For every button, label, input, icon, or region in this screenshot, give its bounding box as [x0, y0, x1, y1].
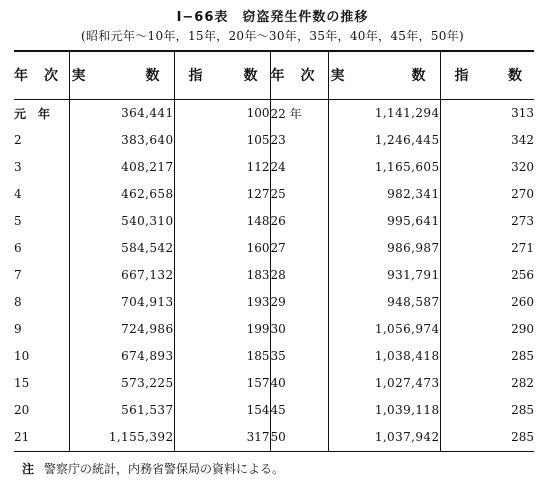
header-count-right: 実 数 — [328, 51, 440, 99]
era-cell-left: 21 — [14, 424, 69, 452]
count-cell-right: 1,038,418 — [328, 343, 440, 370]
table-row — [14, 397, 534, 424]
count-cell-right: 1,165,605 — [328, 154, 440, 181]
count-cell-right: 982,341 — [328, 181, 440, 208]
era-cell-right: 35 — [270, 343, 328, 370]
header-count-left: 実 数 — [69, 51, 174, 99]
index-cell-right: 342 — [511, 133, 534, 147]
era-cell-right: 22 年 — [270, 99, 328, 127]
era-cell-right: 28 — [270, 262, 328, 289]
era-cell-left: 20 — [14, 397, 69, 424]
count-cell-right: 948,587 — [328, 289, 440, 316]
count-cell-right: 1,039,118 — [328, 397, 440, 424]
count-cell-right: 1,246,445 — [328, 127, 440, 154]
table-row — [14, 235, 534, 262]
era-cell-right: 27 — [270, 235, 328, 262]
header-era-left: 年 次 — [14, 51, 69, 99]
count-cell-right: 931,791 — [328, 262, 440, 289]
index-cell-left: 105 — [174, 127, 270, 154]
era-cell-right: 29 — [270, 289, 328, 316]
era-cell-left: 元 年 — [14, 99, 69, 127]
table-row — [14, 370, 534, 397]
table-row — [14, 181, 534, 208]
index-cell-left: 154 — [174, 397, 270, 424]
index-cell-right: 285 — [440, 424, 534, 452]
era-cell-right: 50 — [270, 424, 328, 452]
index-cell-left: 183 — [174, 262, 270, 289]
count-cell-right: 986,987 — [328, 235, 440, 262]
index-cell-left: 193 — [174, 289, 270, 316]
table-row — [14, 289, 534, 316]
era-cell-left: 10 — [14, 343, 69, 370]
table-title: Ⅰ−66表 窃盗発生件数の推移 — [176, 10, 369, 25]
count-cell-left: 724,986 — [69, 316, 174, 343]
era-cell-right: 23 — [270, 127, 328, 154]
header-era-right: 年 次 — [270, 51, 328, 99]
header-index-left: 指 数 — [174, 51, 270, 99]
era-cell-left: 5 — [14, 208, 69, 235]
count-cell-left: 540,310 — [69, 208, 174, 235]
era-cell-right: 30 — [270, 316, 328, 343]
era-cell-right: 25 — [270, 181, 328, 208]
count-cell-right: 1,027,473 — [328, 370, 440, 397]
index-cell-right: 273 — [511, 214, 534, 228]
index-cell-right: 282 — [511, 376, 534, 390]
count-cell-right: 1,037,942 — [328, 424, 440, 452]
count-cell-left: 1,155,392 — [69, 424, 174, 452]
index-cell-left: 157 — [174, 370, 270, 397]
count-cell-left: 674,893 — [69, 343, 174, 370]
era-cell-left: 6 — [14, 235, 69, 262]
table-row — [14, 99, 534, 127]
count-cell-left: 561,537 — [69, 397, 174, 424]
era-cell-left: 9 — [14, 316, 69, 343]
count-cell-left: 667,132 — [69, 262, 174, 289]
era-cell-left: 3 — [14, 154, 69, 181]
index-cell-right: 271 — [511, 241, 534, 255]
theft-statistics-table — [14, 50, 534, 452]
count-cell-left: 408,217 — [69, 154, 174, 181]
table-subtitle: (昭和元年〜10年，15年，20年〜30年，35年，40年，45年，50年) — [81, 29, 464, 43]
era-cell-left: 4 — [14, 181, 69, 208]
header-row — [14, 51, 534, 99]
era-cell-right: 24 — [270, 154, 328, 181]
count-cell-left: 584,542 — [69, 235, 174, 262]
table-row — [14, 424, 534, 452]
table-row — [14, 262, 534, 289]
era-cell-right: 40 — [270, 370, 328, 397]
table-row — [14, 343, 534, 370]
era-cell-left: 7 — [14, 262, 69, 289]
count-cell-left: 704,913 — [69, 289, 174, 316]
index-cell-left: 100 — [174, 99, 270, 127]
index-cell-left: 185 — [174, 343, 270, 370]
index-cell-left: 317 — [174, 424, 270, 452]
count-cell-left: 383,640 — [69, 127, 174, 154]
index-cell-left: 127 — [174, 181, 270, 208]
index-cell-right: 285 — [511, 349, 534, 363]
table-row — [14, 127, 534, 154]
index-cell-right: 290 — [511, 322, 534, 336]
count-cell-right: 1,056,974 — [328, 316, 440, 343]
index-cell-left: 199 — [174, 316, 270, 343]
table-body — [14, 99, 534, 451]
index-cell-right: 260 — [511, 295, 534, 309]
era-cell-left: 15 — [14, 370, 69, 397]
table-row — [14, 208, 534, 235]
era-cell-left: 2 — [14, 127, 69, 154]
index-cell-left: 112 — [174, 154, 270, 181]
table-row — [14, 154, 534, 181]
count-cell-right: 1,141,294 — [328, 99, 440, 127]
era-cell-left: 8 — [14, 289, 69, 316]
index-cell-right: 313 — [511, 106, 534, 120]
header-index-right: 指 数 — [440, 51, 534, 99]
era-cell-right: 45 — [270, 397, 328, 424]
count-cell-left: 462,658 — [69, 181, 174, 208]
note-text: 警察庁の統計，内務省警保局の資料による。 — [44, 462, 285, 476]
table-row — [14, 316, 534, 343]
index-cell-right: 256 — [511, 268, 534, 282]
count-cell-left: 364,441 — [69, 99, 174, 127]
count-cell-left: 573,225 — [69, 370, 174, 397]
index-cell-right: 270 — [511, 187, 534, 201]
index-cell-right: 320 — [511, 160, 534, 174]
era-cell-right: 26 — [270, 208, 328, 235]
source-note — [22, 460, 284, 477]
index-cell-left: 148 — [174, 208, 270, 235]
index-cell-left: 160 — [174, 235, 270, 262]
index-cell-right: 285 — [511, 403, 534, 417]
note-mark: 注 — [22, 462, 35, 476]
count-cell-right: 995,641 — [328, 208, 440, 235]
